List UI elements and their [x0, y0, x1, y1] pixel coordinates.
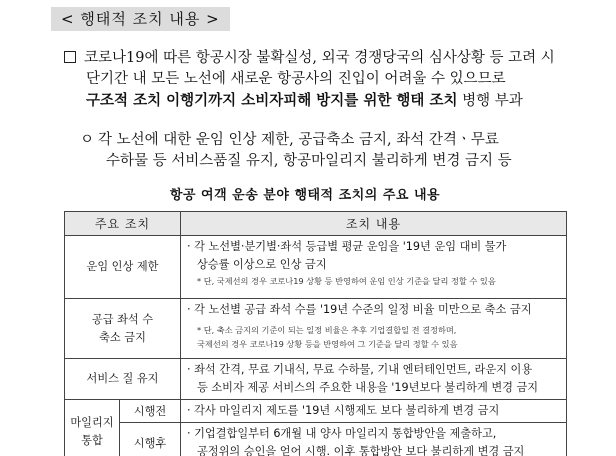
sublabel-before: 시행전	[120, 400, 181, 423]
content-line: · 각 노선별 공급 좌석 수를 '19년 수준의 일정 비율 미만으로 축소 금지	[187, 303, 532, 316]
row-content-fare	[181, 236, 567, 299]
table-row	[65, 423, 567, 456]
bullet-box-icon	[64, 51, 76, 63]
row-content-service	[181, 359, 567, 400]
table-row	[65, 400, 567, 423]
content-note: * 단, 국제선의 경우 코로나19 상황 등 반영하여 운임 인상 기준을 달리 정할 수 있음	[197, 276, 496, 286]
subpoint	[80, 130, 605, 172]
table-header-row	[65, 212, 567, 236]
header-content: 조치 내용	[181, 212, 567, 236]
table-row	[65, 359, 567, 400]
content-line: 상승률 이상으로 인상 금지	[197, 258, 327, 271]
paragraph-line-1: 코로나19에 따른 항공시장 불확실성, 외국 경쟁당국의 심사상황 등 고려 시	[84, 50, 555, 66]
content-line: · 각사 마일리지 제도를 '19년 시행제도 보다 불리하게 변경 금지	[187, 404, 500, 417]
content-line: · 좌석 간격, 무료 기내식, 무료 수하물, 기내 엔터테인먼트, 라운지 이용	[187, 363, 533, 376]
content-note: * 단, 축소 금지의 기준이 되는 일정 비율은 추후 기업결합일 전 결정하며,	[197, 325, 457, 335]
paragraph-emphasis: 구조적 조치 이행기까지 소비자피해 방지를 위한 행태 조치	[86, 92, 458, 109]
content-note: 국제선의 경우 코로나19 상황 등을 반영하여 그 기준을 달리 정할 수 있음	[197, 339, 458, 349]
label-line: 마일리지	[70, 415, 114, 429]
row-label-service: 서비스 질 유지	[65, 359, 181, 400]
subpoint-line-1: 각 노선에 대한 운임 인상 제한, 공급축소 금지, 좌석 간격ㆍ무료	[98, 132, 499, 148]
row-content-mileage-before	[181, 400, 567, 423]
paragraph-line-3-tail: 병행 부과	[457, 93, 523, 109]
label-line: 통합	[81, 433, 103, 447]
header-measure: 주요 조치	[65, 212, 181, 236]
row-label-supply	[65, 299, 181, 359]
label-line: 공급 좌석 수	[91, 312, 154, 326]
label-line: 축소 금지	[99, 330, 146, 344]
row-label-fare: 운임 인상 제한	[65, 236, 181, 299]
table-row	[65, 299, 567, 359]
paragraph-line-3	[64, 90, 604, 112]
section-title: < 행태적 조치 내용 >	[51, 7, 230, 31]
table-title: 항공 여객 운송 분야 행태적 조치의 주요 내용	[169, 188, 441, 203]
content-line: 등 소비자 제공 서비스의 주요한 내용을 '19년보다 불리하게 변경 금지	[197, 381, 539, 394]
row-label-mileage	[65, 400, 120, 456]
measures-table	[64, 211, 567, 456]
subpoint-marker: ㅇ	[80, 132, 95, 148]
row-content-mileage-after	[181, 423, 567, 456]
content-line: · 기업결합일부터 6개월 내 양사 마일리지 통합방안을 제출하고,	[187, 427, 497, 440]
content-line: · 각 노선별·분기별·좌석 등급별 평균 운임을 '19년 운임 대비 물가	[187, 240, 507, 253]
table-row	[65, 236, 567, 299]
subpoint-line-2: 수하물 등 서비스품질 유지, 항공마일리지 불리하게 변경 금지 등	[106, 153, 512, 169]
sublabel-after: 시행후	[120, 423, 181, 456]
paragraph-line-2: 단기간 내 모든 노선에 새로운 항공사의 진입이 어려울 수 있으므로	[86, 71, 506, 87]
row-content-supply	[181, 299, 567, 359]
main-paragraph	[64, 48, 604, 112]
content-line: 공정위의 승인을 얻어 시행. 이후 통합방안 보다 불리하게 변경 금지	[197, 445, 525, 456]
